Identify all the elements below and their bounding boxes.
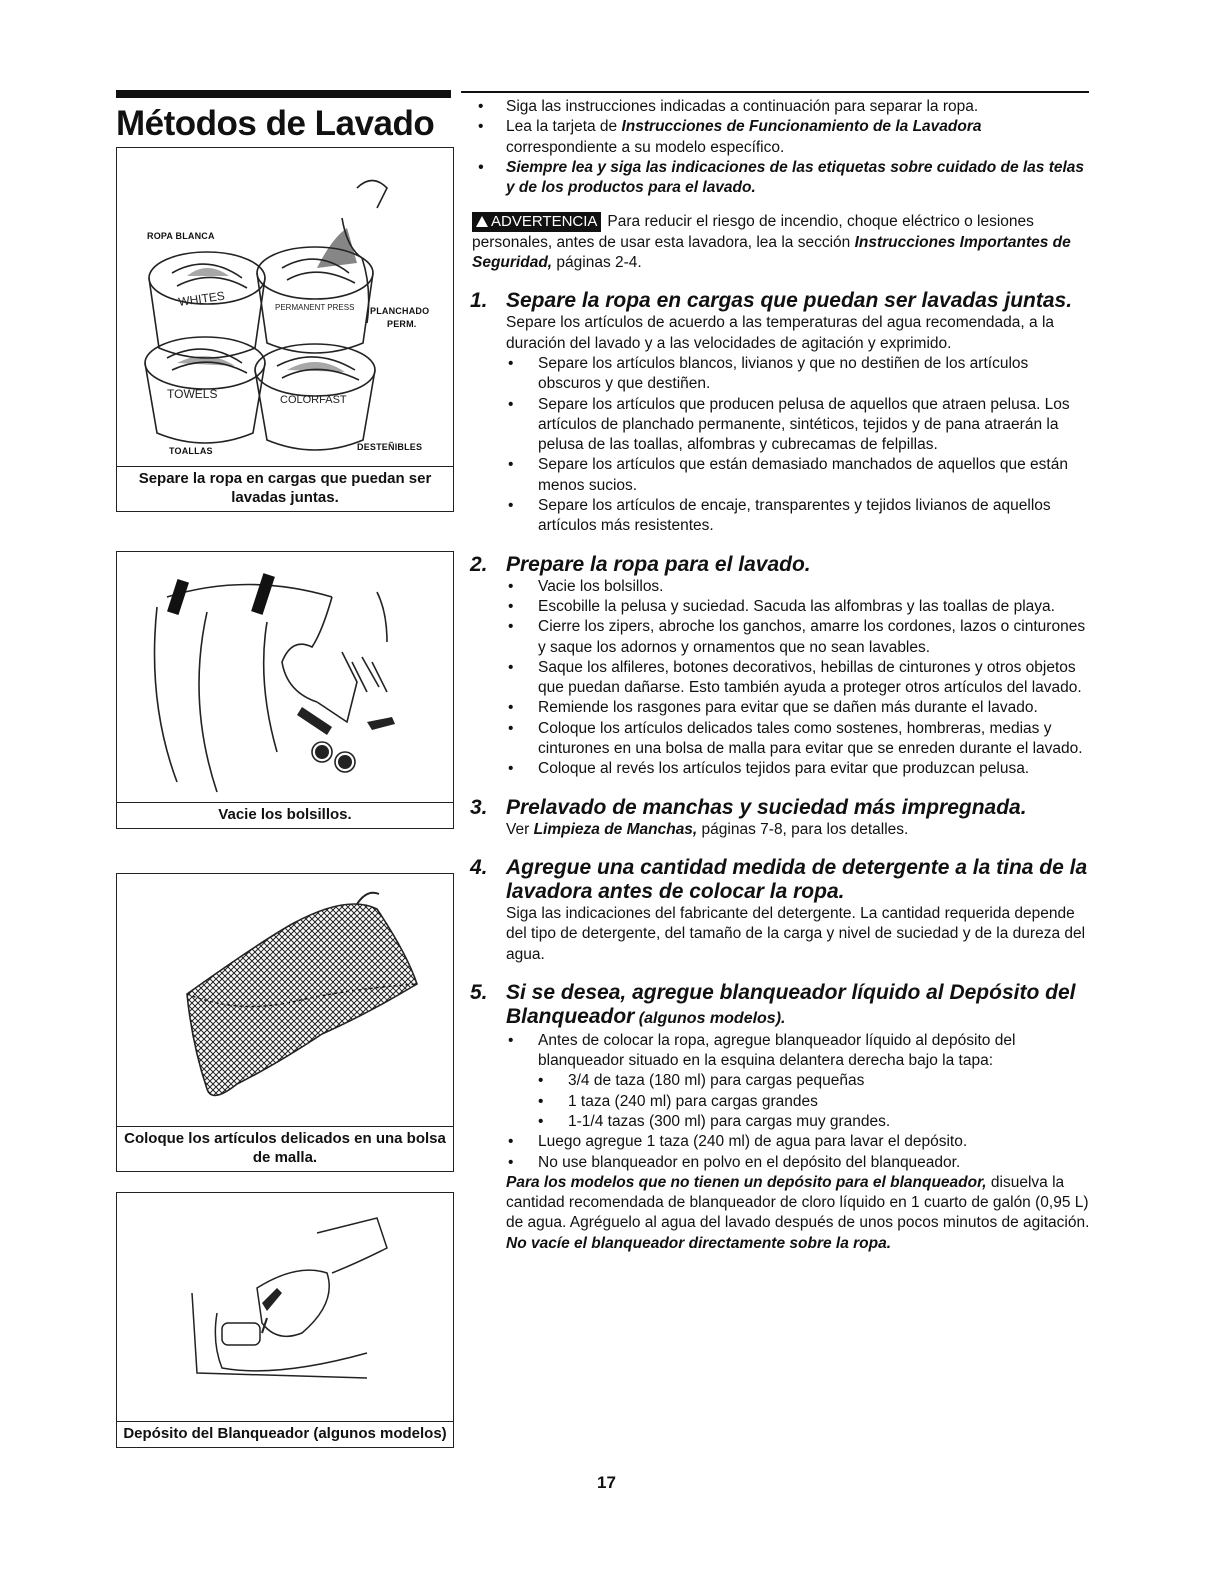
- section-body: Ver Limpieza de Manchas, páginas 7-8, para los detalles.: [506, 820, 909, 838]
- section-3: [470, 795, 1090, 840]
- section-4: [470, 855, 1090, 965]
- intro-bullet: • Siempre lea y siga las indicaciones de las etiquetas sobre cuidado de las telas y de los productos para el lavado.: [476, 158, 1090, 199]
- figure-empty-pockets: [116, 551, 454, 829]
- mesh-bag-illustration: [117, 874, 453, 1127]
- section-heading: 3. Prelavado de manchas y suciedad más impregnada.: [470, 795, 1027, 819]
- bleach-illustration: [117, 1193, 453, 1422]
- page-number: 17: [597, 1473, 616, 1492]
- instructions-column: [470, 97, 1090, 1254]
- svg-text:WHITES: WHITES: [177, 288, 226, 309]
- figure-mesh-bag: [116, 873, 454, 1172]
- figure-caption: Vacie los bolsillos.: [218, 806, 352, 823]
- page-title: Métodos de Lavado: [116, 104, 435, 143]
- section-heading: 5. Si se desea, agregue blanqueador líquido al Depósito del Blanqueador (algunos modelos).: [470, 980, 1076, 1028]
- figure-bleach-dispenser: [116, 1192, 454, 1448]
- section-heading: 1. Separe la ropa en cargas que puedan ser lavadas juntas.: [470, 289, 1073, 313]
- section-body: Separe los artículos de acuerdo a las temperaturas del agua recomendada, a la duración del lavado y a las velocidades de agitación y exprimido.: [506, 314, 1055, 352]
- section-body: Para los modelos que no tienen un depósito para el blanqueador, disuelva la cantidad recomendada de blanqueador de cloro líquido en 1 cuarto de galón (0,95 L) de agua. Agréguelo al agua del lavado después de unos pocos minutos de agitación. No vacíe el blanqueador directamente sobre la ropa.: [506, 1173, 1090, 1252]
- label-perm: PERM.: [387, 319, 417, 329]
- list-item: • Remiende los rasgones para evitar que se dañen más durante el lavado.: [476, 698, 1090, 718]
- list-item: • No use blanqueador en polvo en el depósito del blanqueador.: [476, 1153, 1090, 1173]
- warning-paragraph: ADVERTENCIA Para reducir el riesgo de incendio, choque eléctrico o lesiones personales, antes de usar esta lavadora, lea la sección Instrucciones Importantes de Seguridad, páginas 2-4.: [472, 213, 1071, 272]
- svg-text:PERMANENT PRESS: PERMANENT PRESS: [275, 303, 355, 312]
- warning-icon: [476, 216, 488, 227]
- label-ropa-blanca: ROPA BLANCA: [147, 231, 215, 241]
- list-item: • Separe los artículos que están demasiado manchados de aquellos que están menos sucios.: [476, 455, 1090, 496]
- section-heading: 2. Prepare la ropa para el lavado.: [470, 552, 811, 576]
- top-rule: [461, 91, 1089, 93]
- svg-text:COLORFAST: COLORFAST: [280, 394, 347, 406]
- label-destenibles: DESTEÑIBLES: [357, 442, 423, 452]
- sub-list-item: • 1 taza (240 ml) para cargas grandes: [476, 1092, 1090, 1112]
- intro-bullet: • Lea la tarjeta de Instrucciones de Funcionamiento de la Lavadora correspondiente a su modelo específico.: [476, 117, 1090, 158]
- section-1: [470, 289, 1090, 536]
- title-rule: [116, 90, 451, 98]
- list-item: • Antes de colocar la ropa, agregue blanqueador líquido al depósito del blanqueador situado en la esquina delantera derecha bajo la tapa:: [476, 1031, 1090, 1072]
- label-toallas: TOALLAS: [169, 446, 213, 456]
- pockets-illustration: [117, 552, 453, 803]
- section-heading: 4. Agregue una cantidad medida de detergente a la tina de la lavadora antes de colocar la ropa.: [470, 855, 1088, 903]
- list-item: • Saque los alfileres, botones decorativos, hebillas de cinturones y otros objetos que puedan dañarse. Esto también ayuda a proteger otros artículos del lavado.: [476, 658, 1090, 699]
- section-2: [470, 552, 1090, 780]
- list-item: • Cierre los zipers, abroche los ganchos, amarre los cordones, lazos o cinturones y saque los adornos y ornamentos que no sean lavables.: [476, 617, 1090, 658]
- list-item: • Separe los artículos que producen pelusa de aquellos que atraen pelusa. Los artículos de planchado permanente, sintéticos, tejidos y de pana atraerán la pelusa de las toallas, alfombras y cubrecamas de felpillas.: [476, 395, 1090, 456]
- intro-bullet: • Siga las instrucciones indicadas a continuación para separar la ropa.: [476, 97, 1090, 117]
- list-item: • Vacie los bolsillos.: [476, 577, 1090, 597]
- svg-text:TOWELS: TOWELS: [167, 387, 218, 401]
- baskets-illustration: [117, 148, 453, 467]
- section-body: Siga las indicaciones del fabricante del detergente. La cantidad requerida depende del tipo de detergente, del tamaño de la carga y nivel de suciedad y de la dureza del agua.: [506, 904, 1086, 963]
- warning-badge: ADVERTENCIA: [472, 212, 601, 232]
- list-item: • Escobille la pelusa y suciedad. Sacuda las alfombras y las toallas de playa.: [476, 597, 1090, 617]
- list-item: • Separe los artículos blancos, livianos y que no destiñen de los artículos obscuros y que destiñen.: [476, 354, 1090, 395]
- list-item: • Separe los artículos de encaje, transparentes y tejidos livianos de aquellos artículos más resistentes.: [476, 496, 1090, 537]
- list-item: • Luego agregue 1 taza (240 ml) de agua para lavar el depósito.: [476, 1132, 1090, 1152]
- figure-sort-laundry: [116, 147, 454, 512]
- sub-list-item: • 1-1/4 tazas (300 ml) para cargas muy grandes.: [476, 1112, 1090, 1132]
- list-item: • Coloque al revés los artículos tejidos para evitar que produzcan pelusa.: [476, 759, 1090, 779]
- figure-caption: Depósito del Blanqueador (algunos modelos): [123, 1425, 447, 1442]
- section-5: [470, 980, 1090, 1254]
- list-item: • Coloque los artículos delicados tales como sostenes, hombreras, medias y cinturones en una bolsa de malla para evitar que se enreden durante el lavado.: [476, 719, 1090, 760]
- figure-caption: Separe la ropa en cargas que puedan ser lavadas juntas.: [138, 470, 432, 506]
- label-planchado: PLANCHADO: [370, 306, 430, 316]
- sub-list-item: • 3/4 de taza (180 ml) para cargas pequeñas: [476, 1071, 1090, 1091]
- figure-caption: Coloque los artículos delicados en una bolsa de malla.: [124, 1130, 446, 1166]
